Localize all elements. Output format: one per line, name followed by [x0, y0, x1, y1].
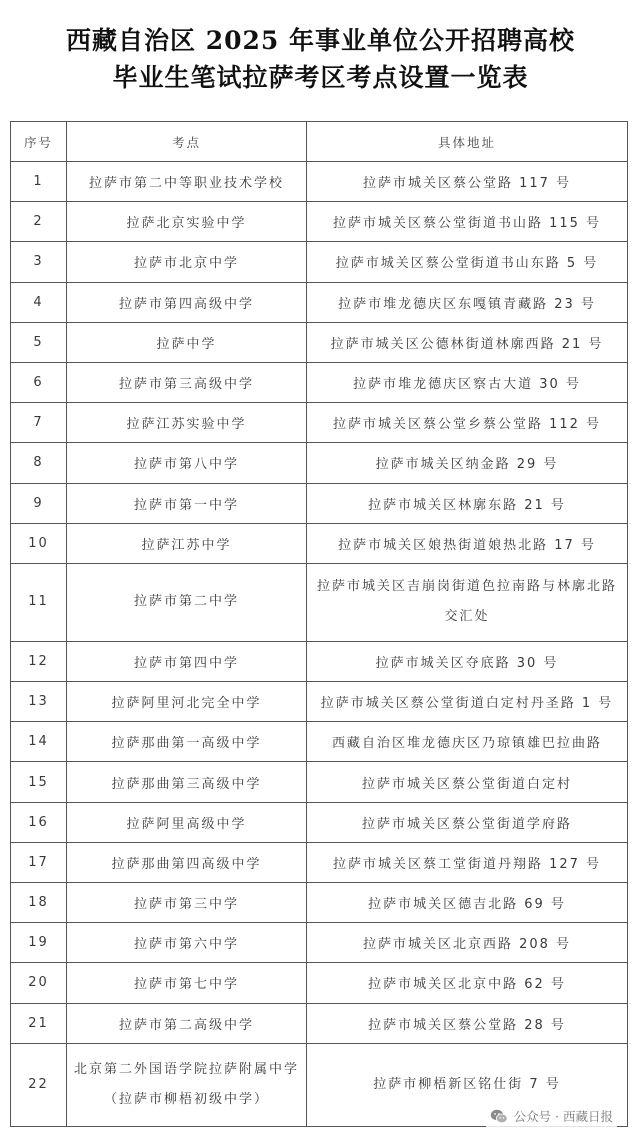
- row-site: 拉萨那曲第四高级中学: [67, 842, 307, 882]
- row-address: 拉萨市城关区蔡公堂路 117 号: [307, 162, 628, 202]
- row-number: 19: [11, 923, 67, 963]
- exam-site-table: [10, 121, 628, 1127]
- row-number: 4: [11, 282, 67, 322]
- row-number: 20: [11, 963, 67, 1003]
- table-row: [11, 682, 628, 722]
- table-row: [11, 842, 628, 882]
- table-row: [11, 322, 628, 362]
- title-line-1: 西藏自治区 2025 年事业单位公开招聘高校: [66, 26, 575, 55]
- row-number: 18: [11, 883, 67, 923]
- table-row: [11, 802, 628, 842]
- row-address: 拉萨市城关区北京西路 208 号: [307, 923, 628, 963]
- header-address: 具体地址: [307, 122, 628, 162]
- row-number: 13: [11, 682, 67, 722]
- document-title: [0, 22, 641, 96]
- row-number: 5: [11, 322, 67, 362]
- row-address: 拉萨市城关区德吉北路 69 号: [307, 883, 628, 923]
- row-number: 9: [11, 483, 67, 523]
- row-site: 拉萨市第四高级中学: [67, 282, 307, 322]
- row-address: 拉萨市城关区纳金路 29 号: [307, 443, 628, 483]
- row-number: 21: [11, 1003, 67, 1043]
- row-number: 1: [11, 162, 67, 202]
- row-address: 拉萨市城关区娘热街道娘热北路 17 号: [307, 523, 628, 563]
- row-site: 拉萨市第二高级中学: [67, 1003, 307, 1043]
- row-address: 拉萨市城关区蔡公堂街道书山路 115 号: [307, 202, 628, 242]
- row-address: 拉萨市城关区蔡公堂街道白定村丹圣路 1 号: [307, 682, 628, 722]
- table-row: [11, 883, 628, 923]
- row-site: 拉萨阿里高级中学: [67, 802, 307, 842]
- row-number: 14: [11, 722, 67, 762]
- row-address: 拉萨市城关区吉崩岗街道色拉南路与林廓北路交汇处: [307, 563, 628, 641]
- table-row: [11, 923, 628, 963]
- row-number: 16: [11, 802, 67, 842]
- title-line-2: 毕业生笔试拉萨考区考点设置一览表: [112, 63, 529, 92]
- row-number: 3: [11, 242, 67, 282]
- row-address: 拉萨市城关区蔡公堂街道白定村: [307, 762, 628, 802]
- watermark-text: 公众号 · 西藏日报: [513, 1109, 613, 1124]
- row-number: 15: [11, 762, 67, 802]
- table-row: [11, 202, 628, 242]
- row-address: 拉萨市城关区蔡公堂街道书山东路 5 号: [307, 242, 628, 282]
- table-row: [11, 963, 628, 1003]
- table-row: [11, 362, 628, 402]
- row-site: 拉萨阿里河北完全中学: [67, 682, 307, 722]
- row-site: 拉萨市第二中等职业技术学校: [67, 162, 307, 202]
- table-header-row: [11, 122, 628, 162]
- row-address: 拉萨市城关区公德林街道林廓西路 21 号: [307, 322, 628, 362]
- row-address: 拉萨市堆龙德庆区东嘎镇青藏路 23 号: [307, 282, 628, 322]
- row-address: 拉萨市城关区蔡公堂乡蔡公堂路 112 号: [307, 403, 628, 443]
- table-row: [11, 641, 628, 681]
- wechat-icon: [490, 1109, 508, 1124]
- row-site: 拉萨那曲第一高级中学: [67, 722, 307, 762]
- row-site: 拉萨市第二中学: [67, 563, 307, 641]
- row-site: 拉萨市北京中学: [67, 242, 307, 282]
- row-site: 拉萨江苏实验中学: [67, 403, 307, 443]
- table-row: [11, 162, 628, 202]
- row-site: 拉萨市第七中学: [67, 963, 307, 1003]
- header-site: 考点: [67, 122, 307, 162]
- table-row: [11, 1003, 628, 1043]
- table-row: [11, 523, 628, 563]
- row-address: 拉萨市城关区北京中路 62 号: [307, 963, 628, 1003]
- row-site: 拉萨市第一中学: [67, 483, 307, 523]
- row-site: 拉萨中学: [67, 322, 307, 362]
- row-site: 拉萨江苏中学: [67, 523, 307, 563]
- row-site: 拉萨市第三中学: [67, 883, 307, 923]
- table-row: [11, 282, 628, 322]
- row-address: 拉萨市柳梧新区铭仕街 7 号: [307, 1043, 628, 1126]
- row-site: 拉萨市第三高级中学: [67, 362, 307, 402]
- row-number: 8: [11, 443, 67, 483]
- wechat-watermark: [486, 1105, 617, 1127]
- row-number: 22: [11, 1043, 67, 1126]
- table-row: [11, 563, 628, 641]
- row-address: 拉萨市城关区蔡公堂路 28 号: [307, 1003, 628, 1043]
- row-number: 10: [11, 523, 67, 563]
- row-address: 拉萨市城关区蔡公堂街道学府路: [307, 802, 628, 842]
- row-address: 拉萨市城关区林廓东路 21 号: [307, 483, 628, 523]
- table-row: [11, 443, 628, 483]
- row-address: 拉萨市堆龙德庆区察古大道 30 号: [307, 362, 628, 402]
- table-row: [11, 483, 628, 523]
- row-number: 7: [11, 403, 67, 443]
- table-row: [11, 762, 628, 802]
- row-number: 11: [11, 563, 67, 641]
- row-site: 北京第二外国语学院拉萨附属中学（拉萨市柳梧初级中学）: [67, 1043, 307, 1126]
- row-site: 拉萨市第四中学: [67, 641, 307, 681]
- table-row: [11, 242, 628, 282]
- header-no: 序号: [11, 122, 67, 162]
- row-site: 拉萨市第八中学: [67, 443, 307, 483]
- row-address: 拉萨市城关区蔡工堂街道丹翔路 127 号: [307, 842, 628, 882]
- row-site: 拉萨市第六中学: [67, 923, 307, 963]
- row-number: 17: [11, 842, 67, 882]
- row-address: 拉萨市城关区夺底路 30 号: [307, 641, 628, 681]
- row-number: 6: [11, 362, 67, 402]
- row-site: 拉萨那曲第三高级中学: [67, 762, 307, 802]
- table-row: [11, 403, 628, 443]
- row-site: 拉萨北京实验中学: [67, 202, 307, 242]
- row-number: 12: [11, 641, 67, 681]
- table-row: [11, 722, 628, 762]
- row-number: 2: [11, 202, 67, 242]
- row-address: 西藏自治区堆龙德庆区乃琼镇雄巴拉曲路: [307, 722, 628, 762]
